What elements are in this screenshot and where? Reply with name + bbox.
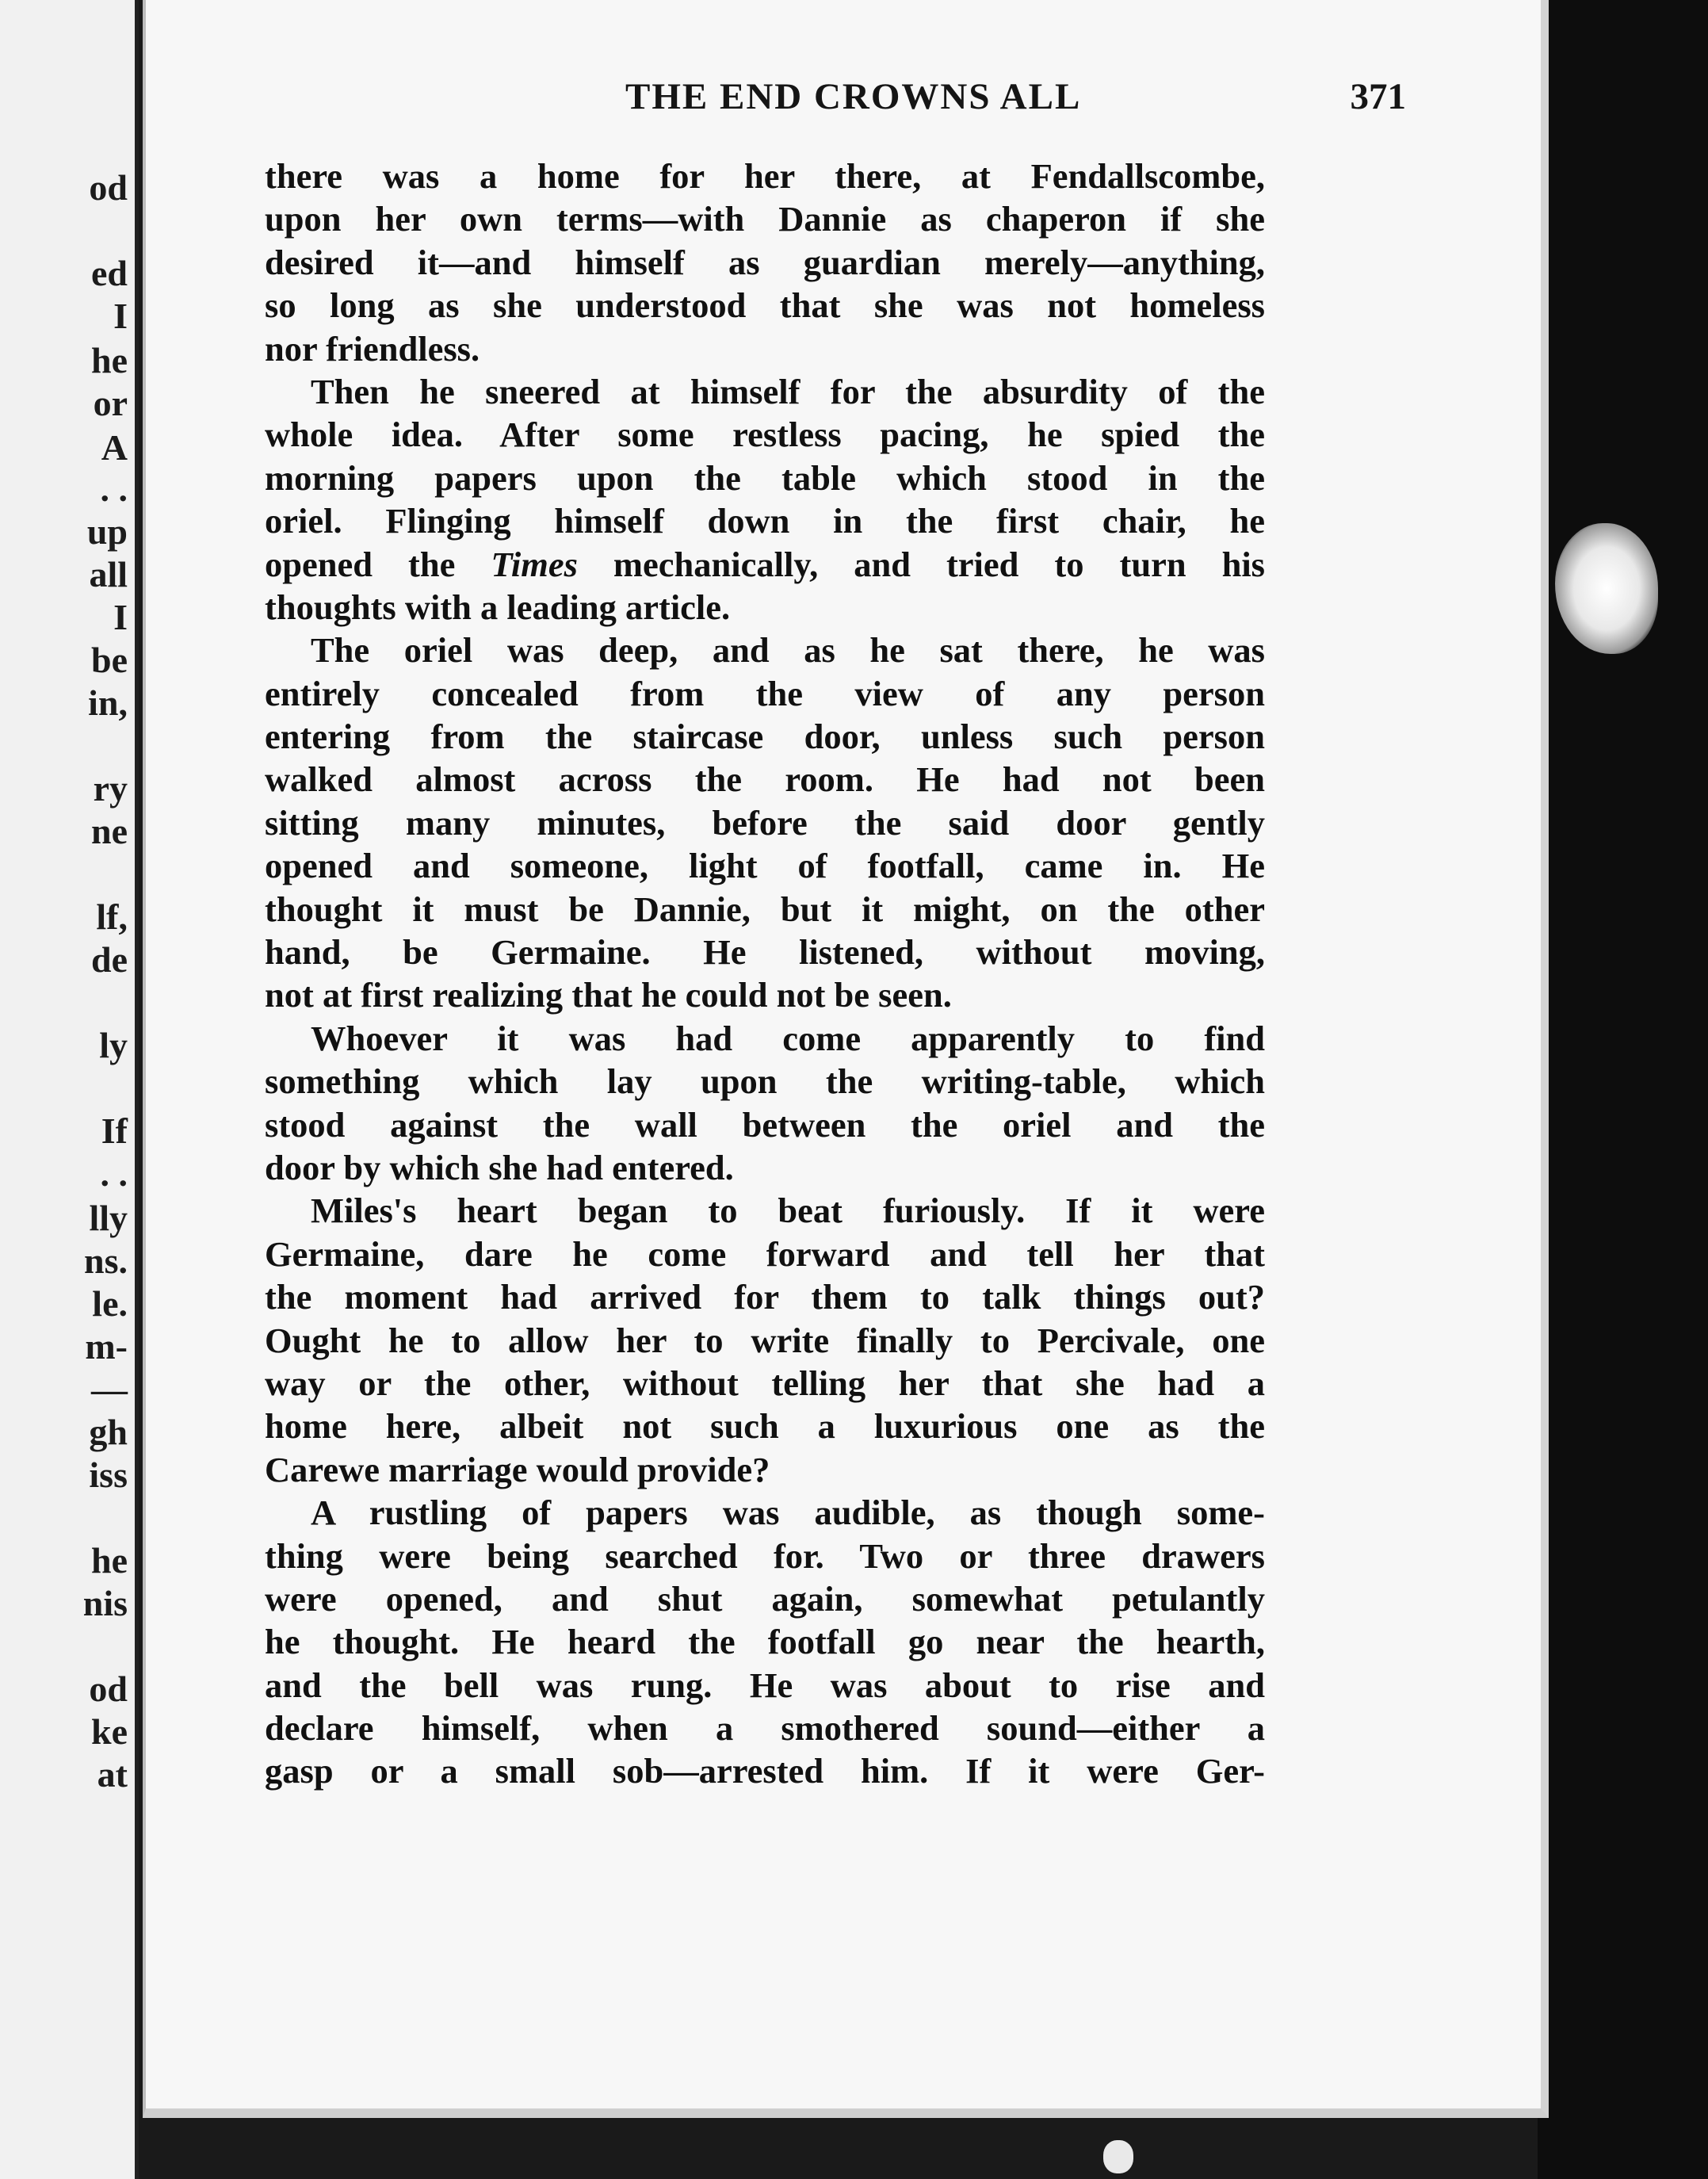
text-line-segment: opened the — [265, 544, 491, 584]
previous-page-fragment: all — [89, 554, 128, 594]
text-line: whole idea. After some restless pacing, he spied the — [265, 415, 1265, 455]
scanner-background — [1538, 0, 1708, 2179]
running-head — [439, 75, 1406, 123]
previous-page-fragment: m- — [85, 1326, 128, 1367]
previous-page-fragment: gh — [89, 1412, 128, 1452]
previous-page-fragment: in, — [88, 682, 128, 723]
previous-page-fragment: . . — [100, 468, 128, 509]
page-gutter — [135, 0, 139, 2179]
text-line: stood against the wall between the oriel and the — [265, 1104, 1265, 1145]
text-line: declare himself, when a smothered sound—either a — [265, 1708, 1265, 1749]
text-line: Whoever it was had come apparently to find — [311, 1018, 1265, 1058]
page-number: 371 — [1350, 76, 1406, 117]
previous-page-fragment: lly — [89, 1198, 128, 1238]
text-line: home here, albeit not such a luxurious one as the — [265, 1406, 1265, 1447]
previous-page-fragment: iss — [89, 1455, 128, 1495]
text-line: A rustling of papers was audible, as though some- — [311, 1493, 1265, 1533]
previous-page-fragment: le. — [92, 1283, 128, 1324]
text-line: desired it—and himself as guardian merely—anything, — [265, 242, 1265, 282]
text-line: gasp or a small sob—arrested him. If it were Ger- — [265, 1751, 1265, 1791]
previous-page-fragment: or — [93, 383, 128, 423]
text-line: Germaine, dare he come forward and tell her that — [265, 1233, 1265, 1274]
previous-page-fragment: od — [89, 167, 128, 208]
previous-page-fragment: ns. — [84, 1241, 128, 1281]
previous-page-fragment: A — [101, 427, 128, 468]
previous-page-fragment: nis — [82, 1583, 128, 1623]
previous-page-fragment: ed — [91, 253, 128, 293]
previous-page-fragment: lf, — [96, 896, 128, 937]
book-page — [143, 0, 1549, 2118]
text-line: were opened, and shut again, somewhat petulantly — [265, 1578, 1265, 1619]
text-line: Then he sneered at himself for the absurdity of the — [311, 371, 1265, 411]
previous-page-edge — [0, 0, 139, 2179]
text-line: door by which she had entered. — [265, 1147, 734, 1187]
text-line: thing were being searched for. Two or three drawers — [265, 1535, 1265, 1576]
text-line: he thought. He heard the footfall go near the hearth, — [265, 1622, 1265, 1662]
running-title: THE END CROWNS ALL — [625, 76, 1082, 117]
previous-page-fragment: up — [86, 511, 128, 552]
previous-page-fragment: — — [91, 1369, 128, 1409]
italic-title: Times — [491, 544, 578, 584]
previous-page-fragment: de — [91, 939, 128, 980]
previous-page-fragment: he — [91, 1540, 128, 1581]
text-line-segment: mechanically, and tried to turn his — [577, 544, 1265, 584]
text-line: so long as she understood that she was not homeless — [265, 285, 1265, 326]
text-line: something which lay upon the writing-table, which — [265, 1061, 1265, 1102]
paper-speck — [1103, 2140, 1133, 2173]
previous-page-fragment: I — [113, 296, 128, 336]
text-line: and the bell was rung. He was about to rise and — [265, 1665, 1265, 1705]
previous-page-fragment: ke — [91, 1711, 128, 1752]
text-line: opened and someone, light of footfall, came in. He — [265, 846, 1265, 886]
previous-page-fragment: I — [113, 597, 128, 637]
text-line: hand, be Germaine. He listened, without moving, — [265, 932, 1265, 973]
previous-page-fragment: ly — [99, 1025, 128, 1065]
previous-page-fragment: ry — [93, 768, 128, 809]
text-line: thoughts with a leading article. — [265, 587, 731, 627]
text-line: morning papers upon the table which stood in the — [265, 457, 1265, 498]
text-line: way or the other, without telling her that she had a — [265, 1363, 1265, 1403]
previous-page-fragment: he — [91, 340, 128, 380]
text-line: Ought he to allow her to write finally to Percivale, one — [265, 1320, 1265, 1360]
text-line: walked almost across the room. He had not been — [265, 759, 1265, 800]
text-line: sitting many minutes, before the said door gently — [265, 802, 1265, 843]
previous-page-fragment: od — [89, 1669, 128, 1709]
previous-page-fragment: . . — [100, 1153, 128, 1194]
text-line: there was a home for her there, at Fendallscombe, — [265, 156, 1265, 196]
text-line: the moment had arrived for them to talk things out? — [265, 1277, 1265, 1317]
text-line: oriel. Flinging himself down in the first chair, he — [265, 501, 1265, 541]
text-line: thought it must be Dannie, but it might, on the other — [265, 889, 1265, 929]
text-line: The oriel was deep, and as he sat there, he was — [311, 630, 1265, 671]
text-line: entering from the staircase door, unless such person — [265, 717, 1265, 757]
previous-page-fragment: ne — [91, 811, 128, 851]
text-line: Miles's heart began to beat furiously. If it were — [311, 1191, 1265, 1231]
text-line: Carewe marriage would provide? — [265, 1449, 770, 1489]
text-line: not at first realizing that he could not be seen. — [265, 975, 952, 1015]
text-line — [265, 543, 1265, 586]
body-text — [265, 155, 1265, 1793]
text-line: nor friendless. — [265, 328, 480, 369]
text-line: entirely concealed from the view of any person — [265, 673, 1265, 713]
text-line: upon her own terms—with Dannie as chaperon if she — [265, 199, 1265, 239]
previous-page-fragment: If — [101, 1111, 128, 1151]
previous-page-fragment: at — [97, 1754, 128, 1795]
previous-page-fragment: be — [91, 640, 128, 680]
